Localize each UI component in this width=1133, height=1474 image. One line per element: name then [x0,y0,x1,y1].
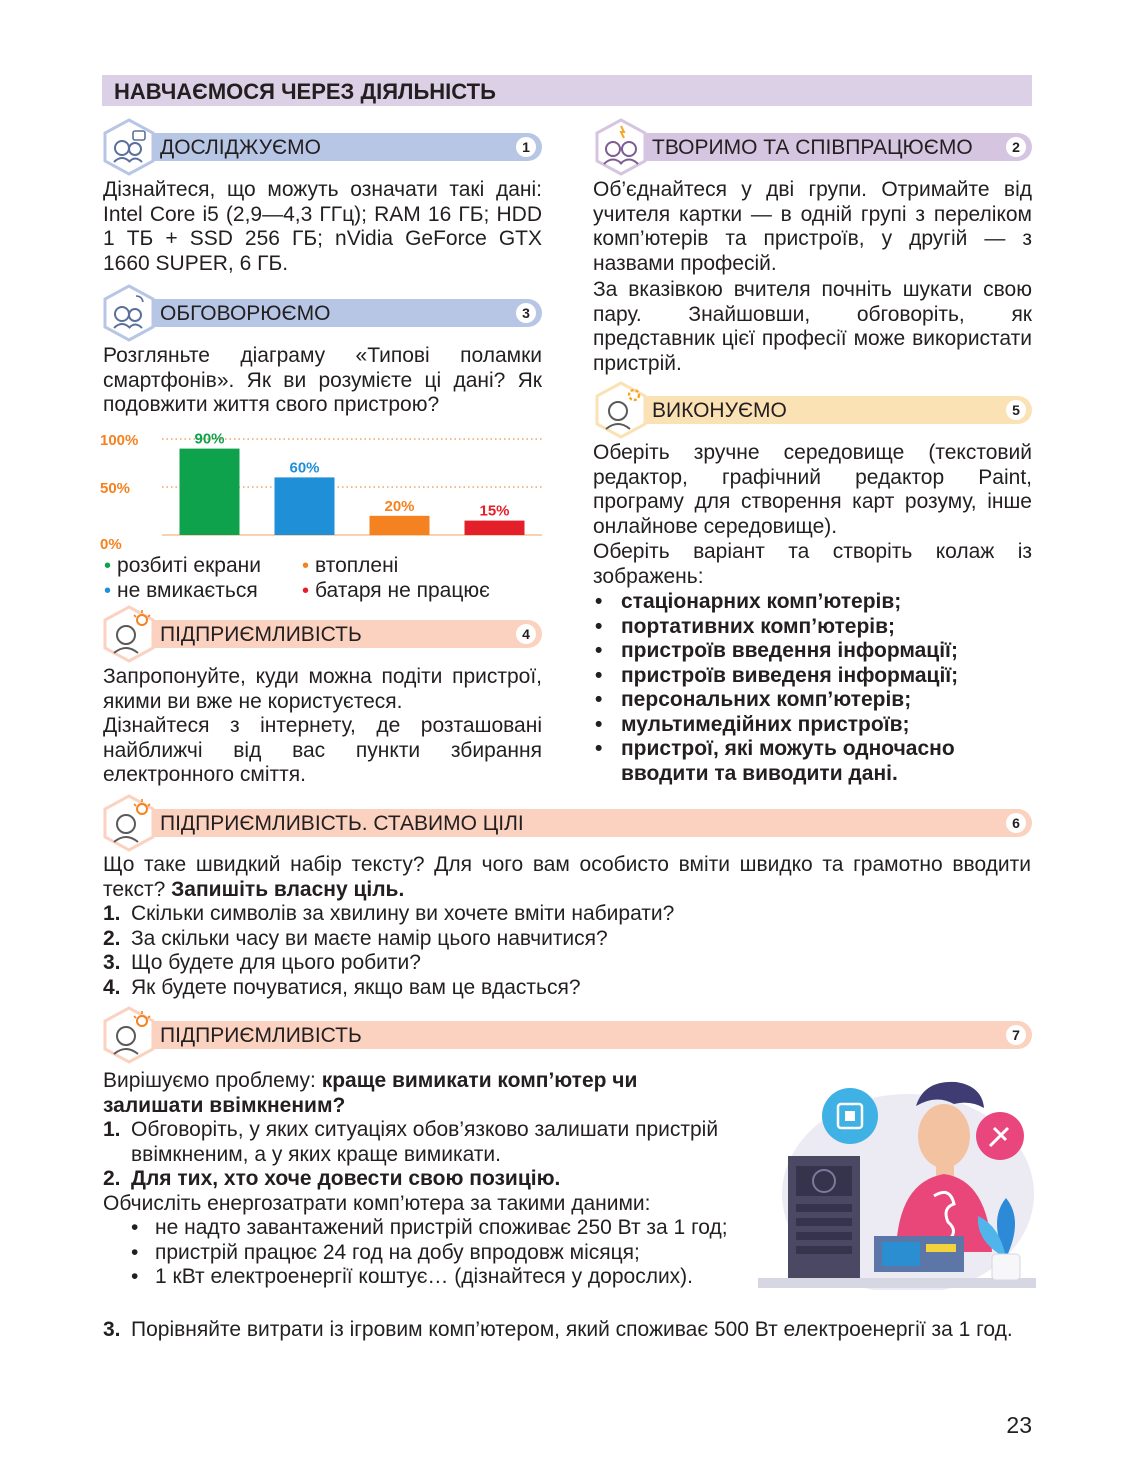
y-tick-label: 50% [100,480,131,497]
list-item: • пристроїв введення інформації; [593,639,1032,664]
discuss-icon [100,284,158,342]
problem-intro-text: Вирішуємо проблему: [103,1069,316,1092]
section-title: ДОСЛІДЖУЄМО [160,136,321,159]
entrepreneur-icon [100,605,158,663]
section-title: ТВОРИМО ТА СПІВПРАЦЮЄМО [652,136,973,159]
legend-label: втоплені [315,554,399,577]
list-item-text: Обговоріть, у яких ситуаціях обов’язково залишати пристрій ввімкненим, а у яких краще вимикати. [131,1118,719,1166]
chart-bar [370,516,430,535]
section-header-problem [104,1021,1032,1049]
computer-repair-illustration [758,1074,1036,1290]
list-number: 4. [103,975,121,999]
section-header-perform [596,396,1032,424]
legend-item-4: • батаря не працює [302,579,490,602]
list-item: • стаціонарних комп’ютерів; [593,590,1032,615]
list-item [103,976,1031,1001]
section-title: ПІДПРИЄМЛИВІСТЬ [160,623,362,646]
list-item: • 1 кВт електроенергії коштує… (дізнайтеся у дорослих). [103,1265,743,1290]
list-item: • пристроїв виведеня інформації; [593,664,1032,689]
section-number: 6 [1006,813,1026,833]
legend-item-1: • розбиті екрани [104,554,261,577]
entrepreneur-text-1: Запропонуйте, куди можна подіти пристрої, якими ви вже не користуєтеся. [103,665,542,713]
list-number: 3. [103,1318,121,1341]
list-number: 2. [103,1167,121,1190]
legend-item-3: • втоплені [302,554,399,577]
section-title: ПІДПРИЄМЛИВІСТЬ. СТАВИМО ЦІЛІ [160,812,524,835]
perform-text-1: Оберіть зручне середовище (текстовий редактор, графічний редактор Paint, програму для створення карт розуму, інше онлайнове середовище). [593,441,1032,538]
page-number: 23 [1006,1412,1032,1438]
section-header-collaborate [596,133,1032,161]
goals-intro [103,853,1031,902]
problem-sublist [103,1216,743,1290]
list-item [103,1167,733,1192]
section-header-entrepreneurship [104,620,542,648]
list-item-text: Що будете для цього робити? [131,951,421,974]
collaborate-text-2: За вказівкою вчителя почніть шукати свою пару. Знайшовши, обговоріть, як представник цієї професії може використати пристрій. [593,278,1032,375]
legend-label: не вмикається [117,579,258,602]
problem-list-b [103,1318,1031,1343]
section-title: ВИКОНУЄМО [652,399,787,422]
collaborate-icon [592,118,650,176]
section-header-research [104,133,542,161]
list-number: 3. [103,951,121,974]
discuss-text: Розгляньте діаграму «Типові поламки смартфонів». Як ви розумієте ці дані? Як подовжити життя свого пристрою? [103,344,542,416]
entrepreneur-text-2: Дізнайтеся з інтернету, де розташовані найближчі від вас пункти збирання електронного сміття. [103,714,542,786]
research-text: Дізнайтеся, що можуть означати такі дані: Intel Core i5 (2,9—4,3 ГГц); RAM 16 ГБ; HDD 1 ТБ + SSD 256 ГБ; nVidia GeForce GTX 1660 SUPER, 6 ГБ. [103,178,542,275]
chart-data-label: 20% [384,497,415,515]
problem-intro-bold: краще вимикати комп’ютер чи залишати ввімкненим? [103,1069,638,1117]
legend-label: розбиті екрани [117,554,261,577]
chart-bar [275,477,335,535]
perform-icon [592,381,650,439]
list-item: • пристрій працює 24 год на добу впродовж місяця; [103,1241,743,1266]
section-header-goals [104,809,1032,837]
page-banner: НАВЧАЄМОСЯ ЧЕРЕЗ ДІЯЛЬНІСТЬ [102,75,1032,106]
entrepreneur-icon [100,794,158,852]
list-item: • пристрої, які можуть одночасно вводити та виводити дані. [593,737,1032,786]
list-item: • мультимедійних пристроїв; [593,713,1032,738]
section-title: ОБГОВОРЮЄМО [160,302,331,325]
collage-list [593,590,1032,786]
section-number: 3 [516,303,536,323]
chart-data-label: 15% [479,502,510,520]
list-item [103,1118,733,1167]
section-header-discuss [104,299,542,327]
list-item: • персональних комп’ютерів; [593,688,1032,713]
list-item: • портативних комп’ютерів; [593,615,1032,640]
goals-intro-bold: Запишіть власну ціль. [171,877,405,901]
list-item: • не надто завантажений пристрій споживає 250 Вт за 1 год; [103,1216,733,1241]
list-item [103,1318,1031,1343]
list-item-text: Порівняйте витрати із ігровим комп’ютером, який споживає 500 Вт електроенергії за 1 год. [131,1318,1013,1341]
list-number: 2. [103,926,121,950]
chart-bar [465,521,525,535]
section-number: 2 [1006,137,1026,157]
smartphone-breakdowns-chart [100,422,546,552]
list-item-text: За скільки часу ви маєте намір цього навчитися? [131,926,608,950]
list-number: 1. [103,1118,121,1141]
list-number: 1. [103,902,121,925]
problem-intro [103,1069,733,1118]
research-icon [100,118,158,176]
legend-label: батаря не працює [315,579,490,602]
section-number: 4 [516,624,536,644]
perform-text-2: Оберіть варіант та створіть колаж із зображень: [593,540,1032,588]
chart-data-label: 60% [289,459,320,477]
y-tick-label: 0% [100,536,122,552]
list-item-text: Як будете почуватися, якщо вам це вдасться? [131,975,581,999]
y-tick-label: 100% [100,432,139,449]
legend-item-2: • не вмикається [104,579,258,602]
list-item-text: Скільки символів за хвилину ви хочете вміти набирати? [131,902,675,925]
goals-list [103,902,1031,1000]
entrepreneur-icon [100,1006,158,1064]
list-item [103,951,1031,976]
problem-list-a [103,1118,733,1192]
list-item-text: Для тих, хто хоче довести свою позицію. [131,1167,561,1190]
section-number: 5 [1006,400,1026,420]
chart-bar [180,449,240,535]
collaborate-text-1: Об’єднайтеся у дві групи. Отримайте від учителя картки — в одній групі з переліком комп’ютерів та пристроїв, у другій — з назвами професій. [593,178,1032,275]
section-title: ПІДПРИЄМЛИВІСТЬ [160,1024,362,1047]
problem-calc: Обчисліть енергозатрати комп’ютера за такими даними: [103,1192,651,1215]
list-item [103,902,1031,927]
goals-intro-text: Що таке швидкий набір тексту? Для чого вам особисто вміти швидко та грамотно вводити текст? [103,853,1031,901]
chart-data-label: 90% [194,430,225,448]
section-number: 1 [516,137,536,157]
list-item [103,927,1031,952]
section-number: 7 [1006,1025,1026,1045]
